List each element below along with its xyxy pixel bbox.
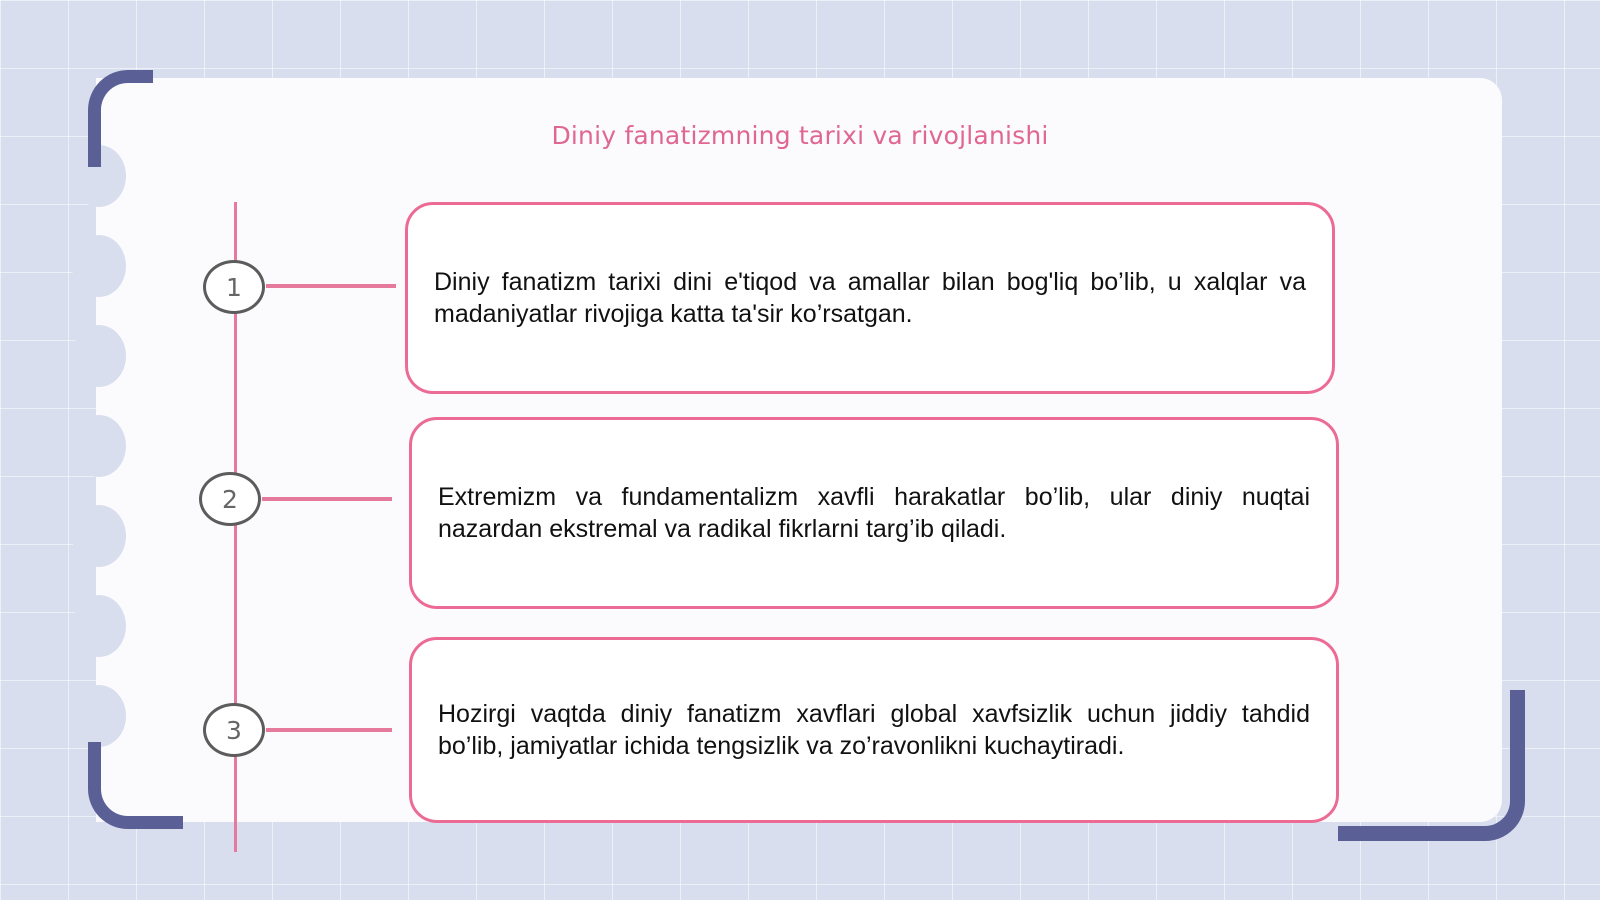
timeline-card-3 <box>409 637 1339 823</box>
timeline-marker-1: 1 <box>203 260 265 314</box>
timeline-card-1 <box>405 202 1335 394</box>
sheet-notch <box>72 325 126 387</box>
slide-title: Diniy fanatizmning tarixi va rivojlanishi <box>551 121 1049 150</box>
sheet-notch <box>72 685 126 747</box>
frame-corner-bottom-right <box>1338 690 1525 841</box>
timeline-connector <box>266 284 396 288</box>
sheet-notch <box>72 235 126 297</box>
frame-corner-bottom-left <box>88 742 183 829</box>
timeline-card-2 <box>409 417 1339 609</box>
timeline-marker-3: 3 <box>203 703 265 757</box>
timeline-connector <box>266 728 392 732</box>
timeline-marker-2: 2 <box>199 472 261 526</box>
timeline-connector <box>262 497 392 501</box>
timeline-card-text: Extremizm va fundamentalizm xavfli harakatlar bo’lib, ular diniy nuqtai nazardan ekstremal va radikal fikrlarni targ’ib qiladi. <box>438 483 1310 543</box>
timeline-card-text: Diniy fanatizm tarixi dini e'tiqod va amallar bilan bog'liq bo’lib, u xalqlar va madaniyatlar rivojiga katta ta'sir ko’rsatgan. <box>434 268 1306 328</box>
sheet-notch <box>72 595 126 657</box>
timeline-card-text: Hozirgi vaqtda diniy fanatizm xavflari global xavfsizlik uchun jiddiy tahdid bo’lib, jamiyatlar ichida tengsizlik va zo’ravonlikni kuchaytiradi. <box>438 700 1310 760</box>
sheet-notch <box>72 415 126 477</box>
sheet-notch <box>72 505 126 567</box>
frame-corner-top-left <box>88 70 153 167</box>
